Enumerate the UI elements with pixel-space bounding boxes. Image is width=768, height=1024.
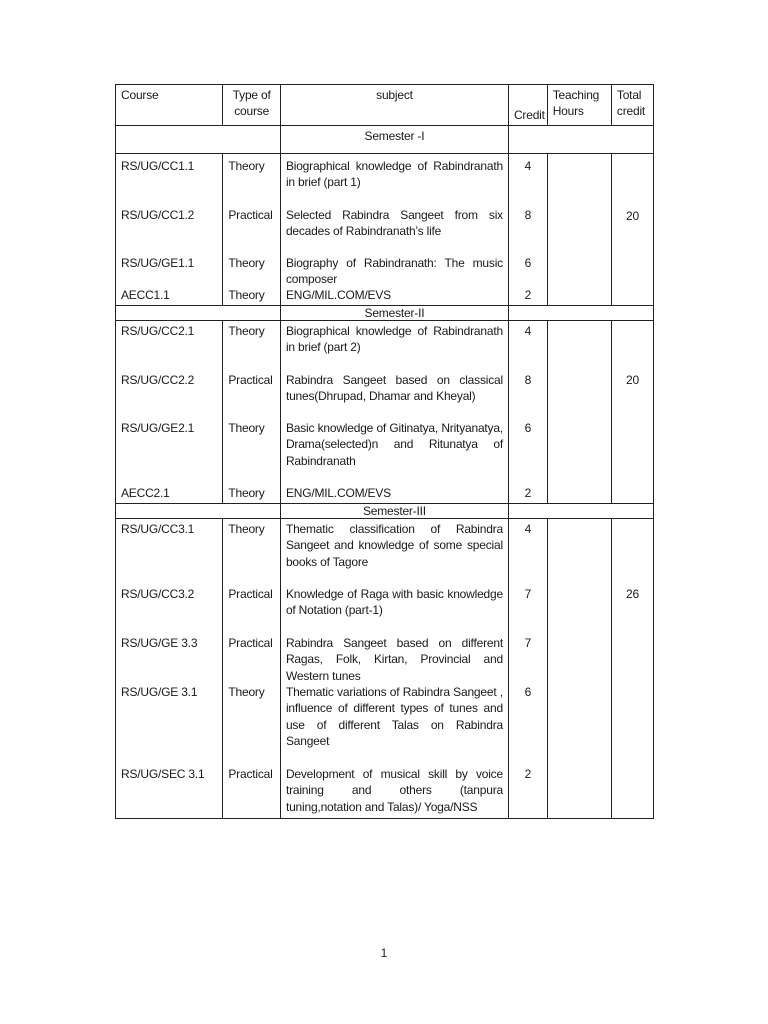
column-subject (280, 519, 508, 819)
column-subject (280, 321, 508, 504)
cell-type: Practical (228, 208, 273, 222)
column-course (116, 519, 223, 819)
cell-type: Theory (228, 256, 265, 270)
cell-course: AECC2.1 (121, 486, 170, 500)
semester-body-row (116, 154, 654, 306)
column-type (223, 321, 281, 504)
column-teaching-hours (547, 154, 611, 306)
semester-title: Semester-III (280, 504, 508, 519)
cell-course: RS/UG/GE 3.3 (121, 636, 198, 650)
semester-spacer-cell (116, 126, 281, 154)
cell-subject: Development of musical skill by voice training and others (tanpura tuning,notation and Talas)/ Yoga/NSS (285, 767, 503, 814)
cell-type: Theory (228, 486, 265, 500)
cell-credit: 4 (524, 159, 532, 173)
cell-course: RS/UG/CC3.1 (121, 522, 195, 536)
column-teaching-hours (547, 519, 611, 819)
cell-credit: 2 (524, 288, 532, 302)
semester-spacer-cell (116, 306, 281, 321)
cell-credit: 7 (524, 587, 532, 601)
semester-total-credit: 20 (625, 373, 639, 387)
semester-spacer-cell (508, 126, 653, 154)
semester-spacer-cell (508, 306, 653, 321)
cell-credit: 6 (524, 421, 532, 435)
cell-subject: Biographical knowledge of Rabindranath in brief (part 1) (285, 159, 503, 190)
cell-subject: Selected Rabindra Sangeet from six decades of Rabindranath’s life (285, 208, 503, 239)
column-total-credit (611, 154, 653, 306)
header-subject: subject (280, 85, 508, 126)
column-teaching-hours (547, 321, 611, 504)
cell-course: RS/UG/GE1.1 (121, 256, 195, 270)
column-credit (508, 154, 547, 306)
cell-subject: Thematic classification of Rabindra Sangeet and knowledge of some special books of Tagore (285, 522, 503, 569)
header-teaching-hours: Teaching Hours (547, 85, 611, 126)
column-type (223, 154, 281, 306)
cell-course: RS/UG/CC3.2 (121, 587, 195, 601)
column-course (116, 321, 223, 504)
cell-subject: Rabindra Sangeet based on different Ragas, Folk, Kirtan, Provincial and Western tunes (285, 636, 503, 683)
cell-credit: 2 (524, 486, 532, 500)
semester-title: Semester -I (280, 126, 508, 154)
cell-type: Practical (228, 636, 273, 650)
semester-spacer-cell (508, 504, 653, 519)
semester-body-row (116, 519, 654, 819)
cell-credit: 2 (524, 767, 532, 781)
column-credit (508, 519, 547, 819)
column-total-credit (611, 519, 653, 819)
semester-body-row (116, 321, 654, 504)
cell-credit: 6 (524, 685, 532, 699)
semester-title-row (116, 306, 654, 321)
cell-course: RS/UG/CC2.2 (121, 373, 195, 387)
semester-spacer-cell (116, 504, 281, 519)
table-header-row (116, 85, 654, 126)
cell-subject: Basic knowledge of Gitinatya, Nrityanatya, Drama(selected)n and Ritunatya of Rabindranath (285, 421, 503, 468)
cell-type: Practical (228, 587, 273, 601)
cell-type: Theory (228, 159, 265, 173)
column-subject (280, 154, 508, 306)
semester-total-credit: 26 (625, 587, 639, 601)
cell-subject: Rabindra Sangeet based on classical tunes(Dhrupad, Dhamar and Kheyal) (285, 373, 503, 404)
column-total-credit (611, 321, 653, 504)
header-total-credit: Total credit (611, 85, 653, 126)
cell-credit: 7 (524, 636, 532, 650)
semester-title: Semester-II (280, 306, 508, 321)
cell-credit: 8 (524, 208, 532, 222)
cell-credit: 8 (524, 373, 532, 387)
cell-course: RS/UG/GE 3.1 (121, 685, 198, 699)
cell-subject: ENG/MIL.COM/EVS (285, 288, 391, 302)
syllabus-table (115, 84, 654, 819)
cell-course: RS/UG/GE2.1 (121, 421, 195, 435)
cell-course: RS/UG/CC2.1 (121, 324, 195, 338)
cell-course: RS/UG/CC1.1 (121, 159, 195, 173)
header-course: Course (116, 85, 223, 126)
cell-subject: Biographical knowledge of Rabindranath in brief (part 2) (285, 324, 503, 355)
column-course (116, 154, 223, 306)
cell-subject: Knowledge of Raga with basic knowledge of Notation (part-1) (285, 587, 503, 618)
cell-type: Practical (228, 373, 273, 387)
header-type: Type of course (223, 85, 281, 126)
cell-type: Theory (228, 685, 265, 699)
cell-credit: 6 (524, 256, 532, 270)
cell-type: Theory (228, 288, 265, 302)
cell-course: AECC1.1 (121, 288, 170, 302)
cell-subject: ENG/MIL.COM/EVS (285, 486, 391, 500)
cell-credit: 4 (524, 324, 532, 338)
column-type (223, 519, 281, 819)
cell-type: Theory (228, 522, 265, 536)
cell-subject: Biography of Rabindranath: The music composer (285, 256, 503, 287)
semester-total-credit: 20 (625, 209, 639, 223)
page-number: 1 (380, 946, 388, 960)
semester-title-row (116, 126, 654, 154)
cell-type: Theory (228, 324, 265, 338)
cell-credit: 4 (524, 522, 532, 536)
cell-type: Practical (228, 767, 273, 781)
cell-course: RS/UG/CC1.2 (121, 208, 195, 222)
cell-course: RS/UG/SEC 3.1 (121, 767, 205, 781)
header-credit: Credit (508, 85, 547, 126)
column-credit (508, 321, 547, 504)
cell-subject: Thematic variations of Rabindra Sangeet , influence of different types of tunes and use of different Talas on Rabindra Sangeet (285, 685, 503, 748)
cell-type: Theory (228, 421, 265, 435)
semester-title-row (116, 504, 654, 519)
